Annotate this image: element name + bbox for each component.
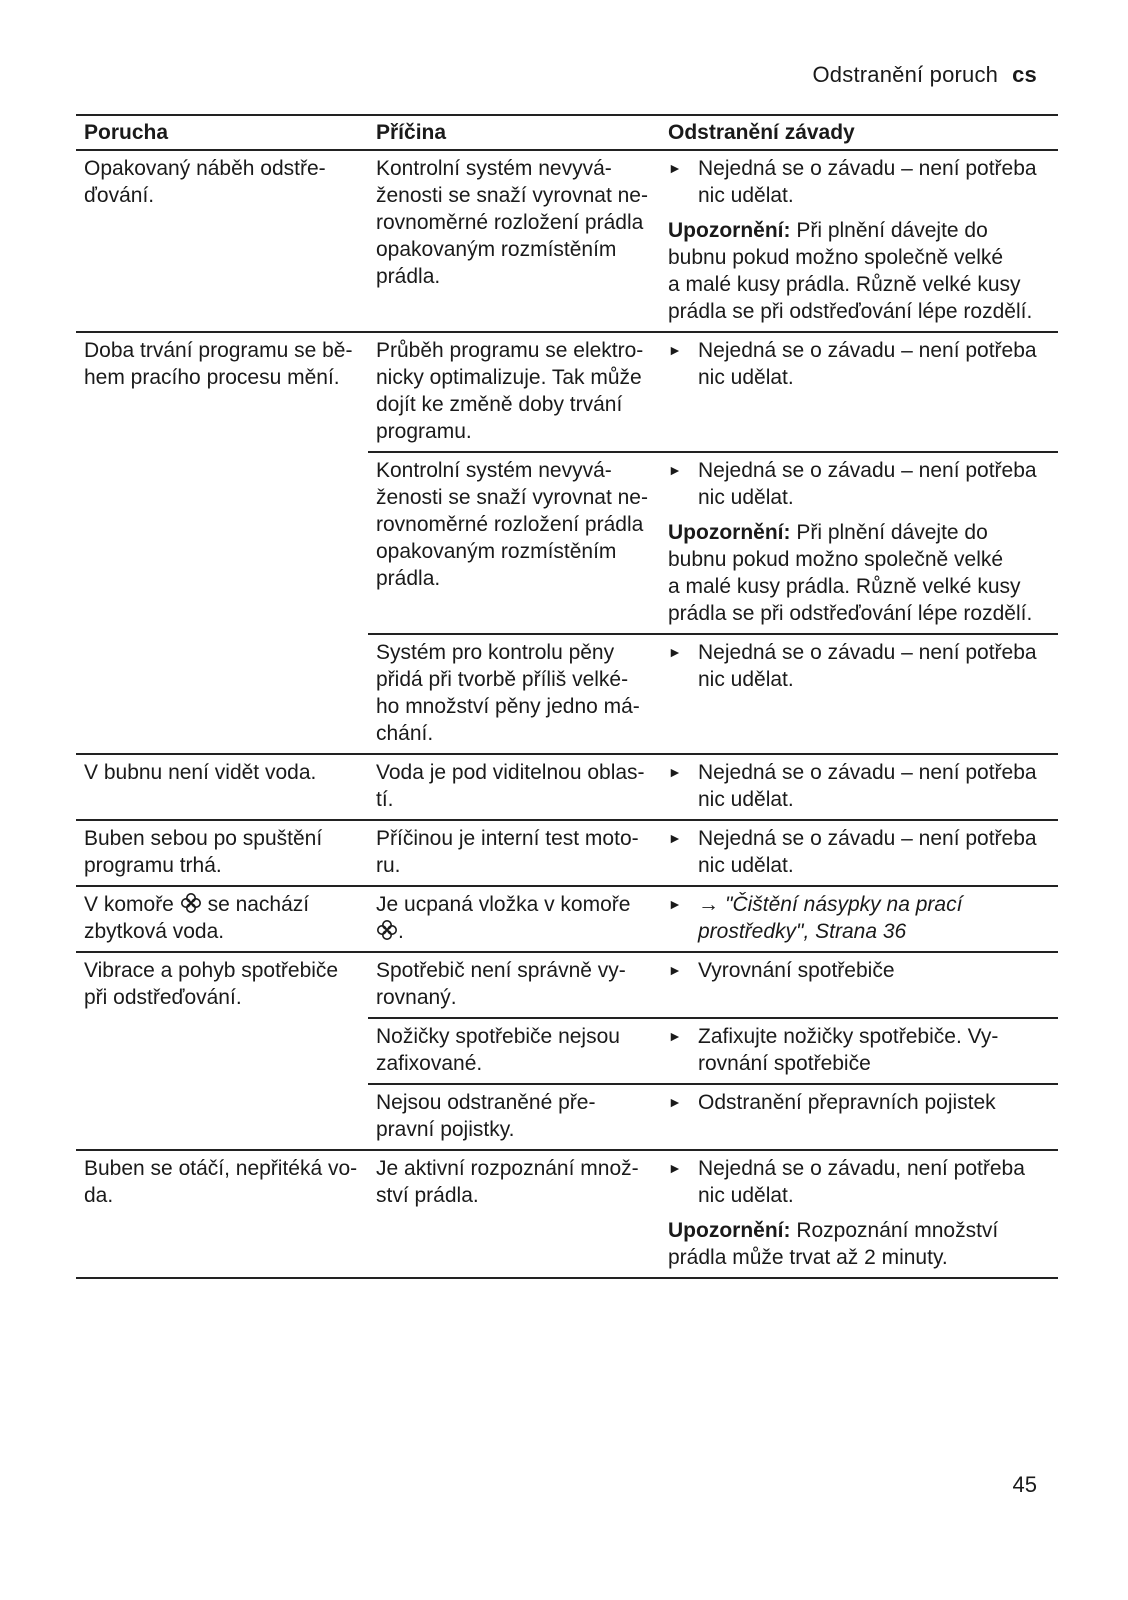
fault-text: programu trhá.	[84, 854, 222, 877]
remedy-text: nic udělat.	[698, 788, 794, 811]
fault-text: da.	[84, 1184, 114, 1207]
table-row	[76, 952, 1058, 1018]
cause-text: přidá při tvorbě příliš velké-	[376, 668, 629, 691]
cross-reference-link[interactable]: prostředky", Strana 36	[698, 920, 907, 943]
cause-cell	[368, 1150, 660, 1278]
remedy-cell	[660, 886, 1058, 952]
page-number: 45	[1012, 1472, 1037, 1497]
cause-cell	[368, 886, 660, 952]
running-head	[813, 62, 1038, 88]
cause-text: Kontrolní systém nevyvá-	[376, 157, 612, 180]
cause-cell	[368, 634, 660, 754]
note	[668, 519, 1050, 627]
bullet-arrow-icon: ►	[668, 830, 682, 846]
remedy-cell	[660, 634, 1058, 754]
remedy-item	[668, 957, 1050, 984]
cause-cell	[368, 1084, 660, 1150]
fault-text: V bubnu není vidět voda.	[84, 761, 317, 784]
fault-text: při odstřeďování.	[84, 986, 242, 1009]
fault-text: Opakovaný náběh odstře-	[84, 157, 326, 180]
remedy-cell	[660, 150, 1058, 332]
fault-cell	[76, 332, 368, 754]
remedy-text: Vyrovnání spotřebiče	[698, 959, 895, 982]
cause-text: opakovaným rozmístěním	[376, 540, 617, 563]
remedy-cell	[660, 820, 1058, 886]
cause-cell	[368, 150, 660, 332]
cause-text: chání.	[376, 722, 434, 745]
cause-text: prádla.	[376, 567, 441, 590]
remedy-text: nic udělat.	[698, 184, 794, 207]
softener-flower-icon	[180, 892, 202, 914]
cause-text: programu.	[376, 420, 472, 443]
remedy-item	[668, 759, 1050, 813]
cause-cell	[368, 332, 660, 452]
remedy-item	[668, 891, 1050, 945]
remedy-item	[668, 639, 1050, 693]
note-text: bubnu pokud možno společně velké	[668, 246, 1004, 269]
cross-reference-link[interactable]: "Čištění násypky na prací	[725, 893, 963, 916]
cause-cell	[368, 952, 660, 1018]
section-title: Odstranění poruch	[812, 62, 999, 87]
remedy-text: Nejedná se o závadu – není potřeba	[698, 641, 1037, 664]
cause-cell	[368, 1018, 660, 1084]
cause-text: rovnoměrné rozložení prádla	[376, 211, 644, 234]
remedy-item	[668, 1155, 1050, 1209]
table-header-row	[76, 115, 1058, 150]
fault-cell	[76, 952, 368, 1150]
cross-reference-arrow-icon: →	[698, 893, 719, 916]
bullet-arrow-icon: ►	[668, 1160, 682, 1176]
remedy-text: Nejedná se o závadu – není potřeba	[698, 761, 1037, 784]
bullet-arrow-icon: ►	[668, 962, 682, 978]
cause-text: Je aktivní rozpoznání množ-	[376, 1157, 639, 1180]
fault-text: zbytková voda.	[84, 920, 225, 943]
bullet-arrow-icon: ►	[668, 644, 682, 660]
cause-cell	[368, 452, 660, 634]
note-label: Upozornění:	[668, 219, 791, 242]
note-label: Upozornění:	[668, 521, 791, 544]
fault-cell	[76, 150, 368, 332]
fault-text: Buben sebou po spuštění	[84, 827, 323, 850]
cause-text: ru.	[376, 854, 401, 877]
remedy-item	[668, 155, 1050, 209]
cause-cell	[368, 754, 660, 820]
cause-text: tí.	[376, 788, 394, 811]
bullet-arrow-icon: ►	[668, 462, 682, 478]
cause-text: Systém pro kontrolu pěny	[376, 641, 615, 664]
remedy-item	[668, 1089, 1050, 1116]
cause-text: nicky optimalizuje. Tak může	[376, 366, 642, 389]
remedy-text: Odstranění přepravních pojistek	[698, 1091, 996, 1114]
remedy-text: nic udělat.	[698, 668, 794, 691]
cause-text: pravní pojistky.	[376, 1118, 515, 1141]
table-row	[76, 754, 1058, 820]
cause-text: ženosti se snaží vyrovnat ne-	[376, 184, 648, 207]
fault-text: V komoře	[84, 893, 174, 916]
cause-text: ho množství pěny jedno má-	[376, 695, 640, 718]
note-text: Při plnění dávejte do	[796, 219, 988, 242]
cause-text: prádla.	[376, 265, 441, 288]
note-text: prádla se při odstřeďování lépe rozdělí.	[668, 602, 1033, 625]
cause-cell	[368, 820, 660, 886]
cause-text: Kontrolní systém nevyvá-	[376, 459, 612, 482]
remedy-cell	[660, 1150, 1058, 1278]
remedy-item	[668, 337, 1050, 391]
table-row	[76, 332, 1058, 452]
note-text: Při plnění dávejte do	[796, 521, 988, 544]
remedy-text: nic udělat.	[698, 366, 794, 389]
remedy-cell	[660, 1018, 1058, 1084]
remedy-cell	[660, 754, 1058, 820]
bullet-arrow-icon: ►	[668, 896, 682, 912]
bullet-arrow-icon: ►	[668, 342, 682, 358]
bullet-arrow-icon: ►	[668, 764, 682, 780]
remedy-item	[668, 457, 1050, 511]
cause-text: Je ucpaná vložka v komoře	[376, 893, 631, 916]
cause-text: Nejsou odstraněné pře-	[376, 1091, 596, 1114]
remedy-text: nic udělat.	[698, 1184, 794, 1207]
table-row	[76, 1150, 1058, 1278]
fault-text: hem pracího procesu mění.	[84, 366, 340, 389]
column-header-fault: Porucha	[76, 115, 368, 150]
remedy-text: nic udělat.	[698, 854, 794, 877]
remedy-text: Nejedná se o závadu – není potřeba	[698, 459, 1037, 482]
column-header-cause: Příčina	[368, 115, 660, 150]
fault-text: Doba trvání programu se bě-	[84, 339, 353, 362]
remedy-text: Nejedná se o závadu, není potřeba	[698, 1157, 1025, 1180]
remedy-item	[668, 1023, 1050, 1077]
fault-text: se nachází	[207, 893, 310, 916]
troubleshooting-table	[76, 114, 1058, 1279]
cause-text: Spotřebič není správně vy-	[376, 959, 626, 982]
cause-text: zafixované.	[376, 1052, 483, 1075]
fault-text: Buben se otáčí, nepřitéká vo-	[84, 1157, 358, 1180]
fault-cell	[76, 1150, 368, 1278]
cause-text: Nožičky spotřebiče nejsou	[376, 1025, 620, 1048]
note-text: prádla se při odstřeďování lépe rozdělí.	[668, 300, 1033, 323]
remedy-cell	[660, 332, 1058, 452]
note-text: Rozpoznání množství	[796, 1219, 999, 1242]
note-text: prádla může trvat až 2 minuty.	[668, 1246, 948, 1269]
note	[668, 217, 1050, 325]
remedy-text: nic udělat.	[698, 486, 794, 509]
note-text: a malé kusy prádla. Různě velké kusy	[668, 575, 1021, 598]
cause-text: .	[398, 920, 404, 943]
cause-text: Příčinou je interní test moto-	[376, 827, 639, 850]
fault-cell	[76, 754, 368, 820]
cause-text: opakovaným rozmístěním	[376, 238, 617, 261]
cause-text: Voda je pod viditelnou oblas-	[376, 761, 645, 784]
table-row	[76, 886, 1058, 952]
remedy-text: Nejedná se o závadu – není potřeba	[698, 157, 1037, 180]
table-row	[76, 820, 1058, 886]
note-text: a malé kusy prádla. Různě velké kusy	[668, 273, 1021, 296]
fault-text: Vibrace a pohyb spotřebiče	[84, 959, 339, 982]
bullet-arrow-icon: ►	[668, 160, 682, 176]
fault-text: ďování.	[84, 184, 155, 207]
remedy-text: rovnání spotřebiče	[698, 1052, 871, 1075]
remedy-text: Nejedná se o závadu – není potřeba	[698, 827, 1037, 850]
remedy-cell	[660, 452, 1058, 634]
cause-text: dojít ke změně doby trvání	[376, 393, 623, 416]
fault-cell	[76, 886, 368, 952]
bullet-arrow-icon: ►	[668, 1094, 682, 1110]
cause-text: ství prádla.	[376, 1184, 479, 1207]
cause-text: rovnoměrné rozložení prádla	[376, 513, 644, 536]
fault-cell	[76, 820, 368, 886]
table-row	[76, 150, 1058, 332]
remedy-text: Nejedná se o závadu – není potřeba	[698, 339, 1037, 362]
column-header-remedy: Odstranění závady	[660, 115, 1058, 150]
note-text: bubnu pokud možno společně velké	[668, 548, 1004, 571]
softener-flower-icon	[376, 919, 398, 941]
cause-text: rovnaný.	[376, 986, 457, 1009]
remedy-text: Zafixujte nožičky spotřebiče. Vy-	[698, 1025, 999, 1048]
remedy-item	[668, 825, 1050, 879]
remedy-cell	[660, 952, 1058, 1018]
cause-text: Průběh programu se elektro-	[376, 339, 644, 362]
remedy-cell	[660, 1084, 1058, 1150]
note	[668, 1217, 1050, 1271]
cause-text: ženosti se snaží vyrovnat ne-	[376, 486, 648, 509]
bullet-arrow-icon: ►	[668, 1028, 682, 1044]
language-code: cs	[1012, 62, 1037, 87]
note-label: Upozornění:	[668, 1219, 791, 1242]
